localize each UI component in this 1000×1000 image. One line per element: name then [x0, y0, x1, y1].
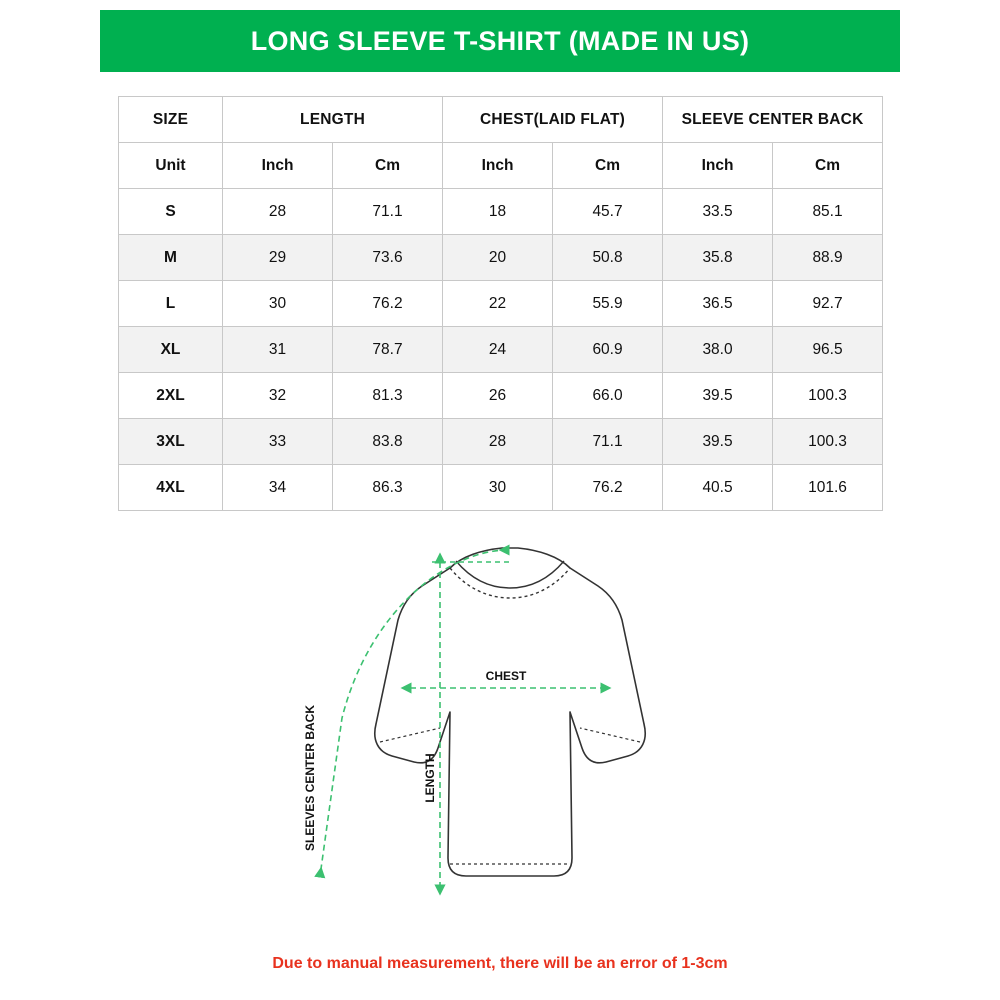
cell-sleeve-inch: 38.0	[663, 327, 773, 373]
cell-chest-inch: 22	[443, 281, 553, 327]
table-unit-row	[119, 143, 883, 189]
cell-sleeve-cm: 88.9	[773, 235, 883, 281]
unit-label: Unit	[119, 143, 223, 189]
cell-chest-cm: 55.9	[553, 281, 663, 327]
garment-measurement-diagram	[250, 528, 770, 918]
unit-chest-inch: Inch	[443, 143, 553, 189]
cell-length-cm: 73.6	[333, 235, 443, 281]
cell-length-cm: 71.1	[333, 189, 443, 235]
table-row	[119, 465, 883, 511]
unit-sleeve-inch: Inch	[663, 143, 773, 189]
cell-sleeve-cm: 100.3	[773, 419, 883, 465]
table-row	[119, 189, 883, 235]
unit-sleeve-cm: Cm	[773, 143, 883, 189]
unit-chest-cm: Cm	[553, 143, 663, 189]
cell-sleeve-inch: 40.5	[663, 465, 773, 511]
header-banner	[100, 10, 900, 72]
cell-length-inch: 33	[223, 419, 333, 465]
table-group-header-row	[119, 97, 883, 143]
cell-size: XL	[119, 327, 223, 373]
cell-sleeve-inch: 36.5	[663, 281, 773, 327]
size-table-container	[118, 96, 882, 511]
cell-chest-inch: 18	[443, 189, 553, 235]
length-label: LENGTH	[423, 753, 437, 803]
cell-size: L	[119, 281, 223, 327]
cell-chest-cm: 60.9	[553, 327, 663, 373]
cell-length-inch: 30	[223, 281, 333, 327]
cell-length-cm: 83.8	[333, 419, 443, 465]
table-row	[119, 327, 883, 373]
cell-sleeve-cm: 92.7	[773, 281, 883, 327]
cell-size: 2XL	[119, 373, 223, 419]
cell-chest-inch: 26	[443, 373, 553, 419]
cell-sleeve-inch: 39.5	[663, 419, 773, 465]
cell-length-cm: 76.2	[333, 281, 443, 327]
cell-size: M	[119, 235, 223, 281]
table-row	[119, 281, 883, 327]
cell-sleeve-cm: 101.6	[773, 465, 883, 511]
column-header-chest: CHEST(LAID FLAT)	[443, 97, 663, 143]
cell-length-inch: 31	[223, 327, 333, 373]
cell-sleeve-inch: 35.8	[663, 235, 773, 281]
cell-sleeve-inch: 39.5	[663, 373, 773, 419]
cell-chest-cm: 45.7	[553, 189, 663, 235]
cell-chest-inch: 28	[443, 419, 553, 465]
cell-chest-cm: 50.8	[553, 235, 663, 281]
cell-chest-inch: 24	[443, 327, 553, 373]
unit-length-inch: Inch	[223, 143, 333, 189]
cell-sleeve-cm: 96.5	[773, 327, 883, 373]
cell-size: 4XL	[119, 465, 223, 511]
column-header-size: SIZE	[119, 97, 223, 143]
cell-length-inch: 34	[223, 465, 333, 511]
sleeve-center-back-label: SLEEVES CENTER BACK	[303, 704, 317, 852]
cell-chest-inch: 30	[443, 465, 553, 511]
column-header-sleeve: SLEEVE CENTER BACK	[663, 97, 883, 143]
page-title: LONG SLEEVE T-SHIRT (MADE IN US)	[250, 25, 750, 56]
unit-length-cm: Cm	[333, 143, 443, 189]
size-table	[118, 96, 883, 511]
cell-length-cm: 86.3	[333, 465, 443, 511]
cell-chest-cm: 71.1	[553, 419, 663, 465]
cell-sleeve-inch: 33.5	[663, 189, 773, 235]
cell-length-inch: 32	[223, 373, 333, 419]
cell-length-cm: 81.3	[333, 373, 443, 419]
measurement-disclaimer: Due to manual measurement, there will be an error of 1-3cm	[272, 955, 728, 972]
cell-size: 3XL	[119, 419, 223, 465]
cell-length-inch: 28	[223, 189, 333, 235]
cell-chest-cm: 76.2	[553, 465, 663, 511]
table-row	[119, 373, 883, 419]
cell-size: S	[119, 189, 223, 235]
cell-chest-inch: 20	[443, 235, 553, 281]
cell-chest-cm: 66.0	[553, 373, 663, 419]
cell-length-inch: 29	[223, 235, 333, 281]
column-header-length: LENGTH	[223, 97, 443, 143]
shirt-outline-icon	[375, 548, 645, 876]
chest-label: CHEST	[485, 669, 527, 683]
table-row	[119, 419, 883, 465]
cell-length-cm: 78.7	[333, 327, 443, 373]
cell-sleeve-cm: 100.3	[773, 373, 883, 419]
table-row	[119, 235, 883, 281]
cell-sleeve-cm: 85.1	[773, 189, 883, 235]
